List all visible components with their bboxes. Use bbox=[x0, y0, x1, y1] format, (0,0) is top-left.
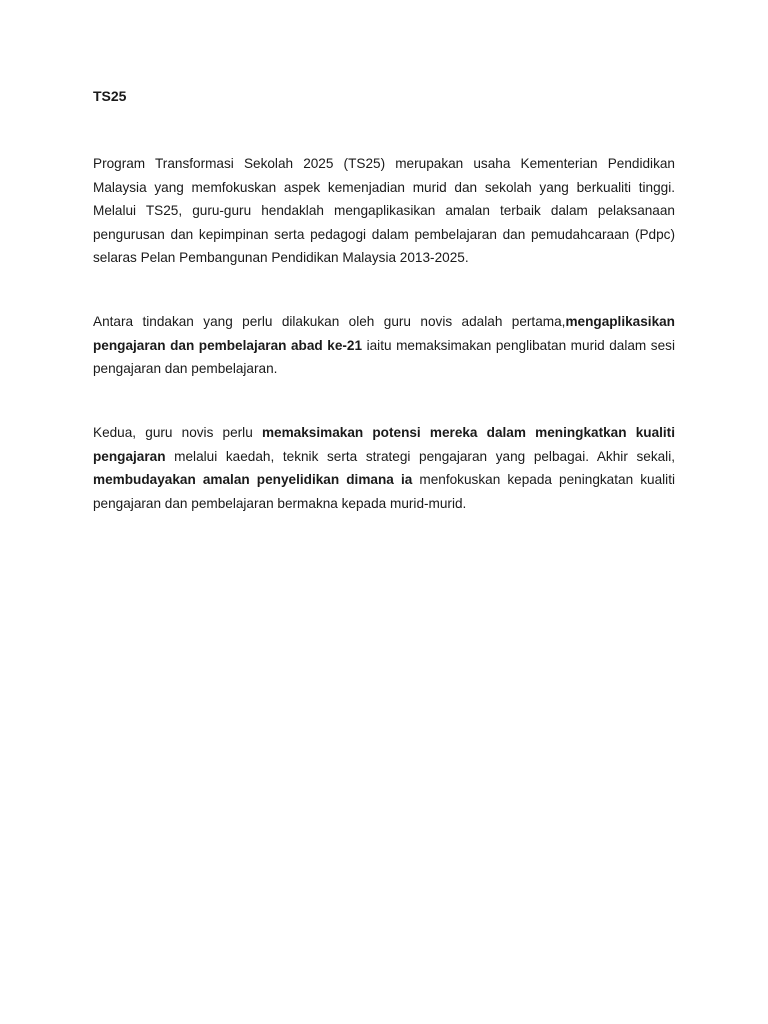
paragraph-text: Program Transformasi Sekolah 2025 (TS25) merupakan usaha Kementerian Pendidikan Malaysia yang memfokuskan aspek kemenjadian murid dan sekolah yang berkualiti tinggi. Melalui TS25, guru-guru hendaklah mengaplikasikan amalan terbaik dalam pelaksanaan pengurusan dan kepimpinan serta pedagogi dalam pembelajaran dan pemudahcaraan (Pdpc) selaras Pelan Pembangunan Pendidikan Malaysia 2013-2025. bbox=[93, 156, 675, 266]
emphasis-text: memaksimakan potensi mereka dalam meningkatkan kualiti pengajaran bbox=[93, 425, 675, 464]
emphasis-text: membudayakan amalan penyelidikan dimana ia bbox=[93, 472, 413, 488]
emphasis-text: mengaplikasikan pengajaran dan pembelajaran abad ke-21 bbox=[93, 314, 675, 353]
paragraph-text: iaitu memaksimakan penglibatan murid dalam sesi pengajaran dan pembelajaran. bbox=[93, 337, 675, 377]
paragraph-second-action bbox=[93, 421, 675, 515]
paragraph-introduction bbox=[93, 152, 675, 270]
document-title: TS25 bbox=[93, 88, 127, 104]
paragraph-text: Antara tindakan yang perlu dilakukan oleh guru novis adalah pertama, bbox=[93, 314, 566, 329]
paragraph-text: Kedua, guru novis perlu bbox=[93, 425, 262, 440]
paragraph-text: melalui kaedah, teknik serta strategi pengajaran yang pelbagai. Akhir sekali, bbox=[165, 448, 675, 464]
paragraph-first-action bbox=[93, 310, 675, 381]
paragraph-text: menfokuskan kepada peningkatan kualiti pengajaran dan pembelajaran bermakna kepada murid-murid. bbox=[93, 472, 675, 511]
